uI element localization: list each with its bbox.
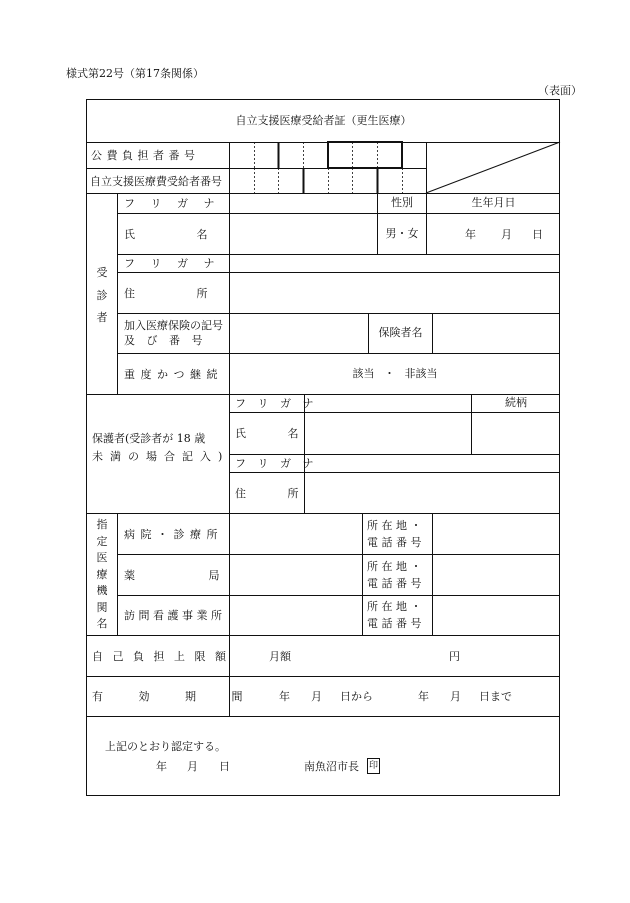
- severe-continuous-label: 重 度 か つ 継 続: [124, 367, 219, 381]
- validity-to-suffix: 日まで: [479, 690, 512, 703]
- location-line1: 所 在 地 ・: [367, 600, 422, 613]
- institution-group-label: [87, 518, 117, 630]
- institution-label-char: 関: [96, 600, 108, 614]
- insurance-label-line2: 及 び 番 号: [124, 334, 203, 347]
- sex-options: 男・女: [385, 226, 419, 240]
- hospital-label: 病 院 ・ 診 療 所: [124, 527, 219, 541]
- validity-from-month: 月: [311, 690, 322, 703]
- sex-label: 性別: [391, 196, 413, 209]
- severe-options: 該当 ・ 非該当: [352, 366, 438, 380]
- limit-label: 自 己 負 担 上 限 額: [92, 649, 229, 663]
- guardian-address-text: 住 所: [235, 486, 299, 500]
- patient-furigana-label: フ リ ガ ナ: [124, 197, 221, 210]
- institution-label-char: 指: [96, 518, 108, 531]
- validity-text: 有 効 期 間: [92, 690, 243, 703]
- birth-date-fields: [427, 213, 560, 254]
- guardian-label-line1: 保護者(受診者が 18 歳: [92, 432, 206, 445]
- certify-text: 上記のとおり認定する。: [105, 740, 226, 753]
- certify-month: 月: [187, 760, 198, 773]
- public-payer-number-text: 公 費 負 担 者 番 号: [91, 149, 196, 162]
- patient-address-text: 住 所: [124, 286, 208, 300]
- birth-year: 年: [465, 227, 476, 241]
- insurer-name-label: 保険者名: [378, 326, 423, 339]
- nursing-label: 訪 問 看 護 事 業 所: [124, 609, 222, 622]
- institution-label-char: 機: [96, 584, 108, 597]
- guardian-furigana-label: フ リ ガ ナ: [235, 397, 318, 410]
- birth-month: 月: [501, 227, 512, 241]
- guardian-label-line2: 未満の場合記入): [92, 450, 230, 463]
- patient-label-char: 受: [96, 266, 108, 279]
- patient-name-text: 氏 名: [124, 227, 208, 241]
- patient-group-label: [87, 266, 117, 324]
- location-line2: 電 話 番 号: [367, 617, 422, 630]
- location-line2: 電 話 番 号: [367, 535, 422, 549]
- patient-label-char: 者: [96, 311, 108, 324]
- form-title: 自立支援医療受給者証（更生医療）: [235, 114, 412, 127]
- recipient-number-label: 自立支援医療費受給者番号: [90, 174, 222, 188]
- public-payer-number-label: [91, 142, 225, 168]
- guardian-address-furigana-label: フ リ ガ ナ: [235, 457, 318, 470]
- form-number: 様式第22号（第17条関係）: [66, 67, 204, 80]
- location-line2: 電 話 番 号: [367, 576, 422, 590]
- guardian-name-text: 氏 名: [235, 427, 299, 440]
- birth-date-label: 生年月日: [471, 196, 516, 209]
- validity-to-month: 月: [450, 690, 461, 703]
- location-line1: 所 在 地 ・: [367, 518, 422, 532]
- monthly-label: 月額: [269, 649, 291, 663]
- nursing-location-label: [367, 595, 422, 635]
- guardian-name-label: [235, 412, 299, 454]
- institution-label-char: 名: [96, 617, 108, 630]
- institution-label-char: 医: [96, 551, 108, 564]
- validity-from-suffix: 日から: [340, 690, 373, 703]
- hospital-location-label: [367, 513, 422, 554]
- certify-day: 日: [219, 760, 230, 773]
- insurance-label: [124, 313, 223, 353]
- validity-label: [92, 676, 243, 716]
- institution-label-char: 定: [96, 534, 108, 548]
- validity-to-year: 年: [418, 690, 429, 703]
- institution-label-char: 療: [96, 567, 108, 581]
- insurance-label-line1: 加入医療保険の記号: [124, 319, 223, 332]
- pharmacy-text: 薬 局: [124, 568, 220, 582]
- pharmacy-label: [124, 554, 220, 595]
- patient-address-label: [124, 272, 225, 313]
- yen-label: 円: [449, 649, 460, 663]
- pharmacy-location-label: [367, 554, 422, 595]
- guardian-label: [92, 430, 230, 466]
- mayor-label: 南魚沼市長: [304, 760, 359, 773]
- certify-year: 年: [156, 760, 167, 773]
- relation-label: 続柄: [505, 396, 527, 409]
- patient-name-label: [124, 213, 225, 254]
- page-side-label: （表面）: [538, 84, 582, 97]
- guardian-address-label: [235, 472, 299, 513]
- birth-day: 日: [532, 227, 543, 241]
- patient-label-char: 診: [96, 288, 108, 302]
- address-furigana-label: フ リ ガ ナ: [124, 257, 221, 270]
- validity-from-year: 年: [279, 690, 290, 703]
- location-line1: 所 在 地 ・: [367, 559, 422, 573]
- seal-box: 印: [367, 758, 380, 774]
